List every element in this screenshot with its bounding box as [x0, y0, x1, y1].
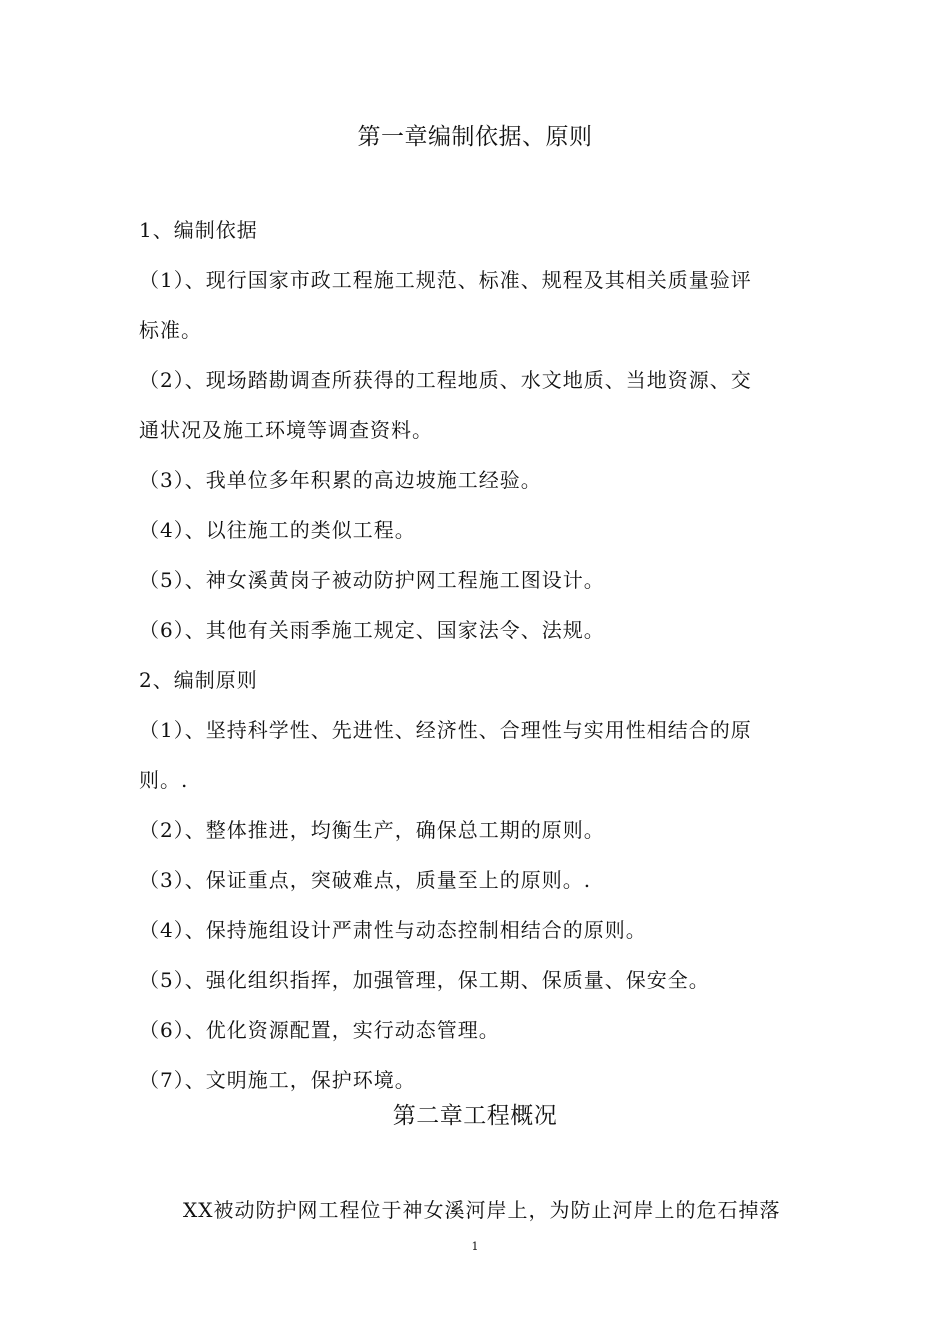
- basis-item-3: （3）、我单位多年积累的高边坡施工经验。: [139, 468, 542, 492]
- principle-item-4: （4）、保持施组设计严肃性与动态控制相结合的原则。: [139, 918, 647, 942]
- principle-item-1: （1）、坚持科学性、先进性、经济性、合理性与实用性相结合的原: [139, 718, 752, 742]
- chapter1-title: 第一章编制依据、原则: [357, 124, 593, 150]
- section1-heading: 1、编制依据: [139, 218, 258, 242]
- basis-item-1-cont: 标准。: [139, 318, 202, 342]
- principle-item-2: （2）、整体推进，均衡生产，确保总工期的原则。: [139, 818, 605, 842]
- page-number: 1: [471, 1240, 479, 1253]
- basis-item-2-cont: 通状况及施工环境等调查资料。: [139, 418, 433, 442]
- principle-item-5: （5）、强化组织指挥，加强管理，保工期、保质量、保安全。: [139, 968, 710, 992]
- basis-item-4: （4）、以往施工的类似工程。: [139, 518, 416, 542]
- basis-item-6: （6）、其他有关雨季施工规定、国家法令、法规。: [139, 618, 605, 642]
- principle-item-7: （7）、文明施工，保护环境。: [139, 1068, 416, 1092]
- principle-item-3: （3）、保证重点，突破难点，质量至上的原则。.: [139, 868, 592, 892]
- chapter2-paragraph: XX被动防护网工程位于神女溪河岸上，为防止河岸上的危石掉落: [183, 1198, 781, 1222]
- basis-item-1: （1）、现行国家市政工程施工规范、标准、规程及其相关质量验评: [139, 268, 752, 292]
- basis-item-5: （5）、神女溪黄岗子被动防护网工程施工图设计。: [139, 568, 605, 592]
- chapter2-title: 第二章工程概况: [392, 1103, 558, 1129]
- section2-heading: 2、编制原则: [139, 668, 258, 692]
- basis-item-2: （2）、现场踏勘调查所获得的工程地质、水文地质、当地资源、交: [139, 368, 752, 392]
- principle-item-6: （6）、优化资源配置，实行动态管理。: [139, 1018, 500, 1042]
- principle-item-1-cont: 则。.: [139, 768, 189, 792]
